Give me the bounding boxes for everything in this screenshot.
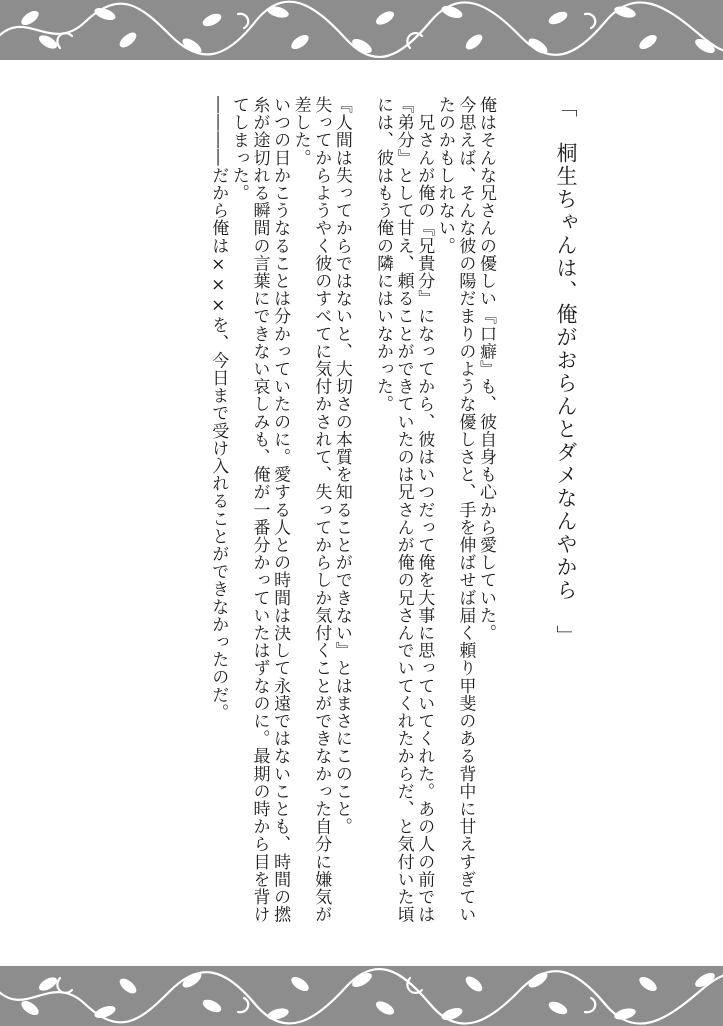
blank-line [352,96,373,926]
paragraph: 失ってからようやく彼のすべてに気付かされて、失ってからしか気付くことができなかった自分に嫌気が差した。 [290,96,332,924]
paragraph: いつの日かこうなることは分かっていたのに。愛する人との時間は決して永遠ではないことも、時間の撚糸が途切れる瞬間の言葉にできない哀しみも、俺が一番分かっていたはずなのに。最期の時から目を背けてしまった。 [228,96,291,924]
paragraph: 兄さんが俺の『兄貴分』になってから、彼はいつだって俺を大事に思っていてくれた。あの人の前では『弟分』として甘え、頼ることができていたのは兄さんが俺の兄さんでいてくれたからだ、と気付いた頃には、彼はもう俺の隣にはいなかった。 [373,96,435,924]
paragraph: ――――だから俺は×××を、今日まで受け入れることができなかったのだ。 [208,96,229,721]
top-ornament-banner [0,0,723,60]
paragraph: 『人間は失ってからではないと、大切さの本質を知ることができない』とはまさにこのこと。 [331,96,352,836]
leaf-vine-ornament-icon [0,0,723,60]
paragraph: 今思えば、そんな彼の陽だまりのような優しさと、手を伸ばせば届く頼り甲斐のある背中に甘えすぎていたのかもしれない。 [434,96,476,924]
leaf-vine-ornament-icon [0,966,723,1026]
paragraph: 俺はそんな兄さんの優しい『口癖』も、彼自身も心から愛していた。 [476,96,496,642]
bottom-ornament-banner [0,966,723,1026]
vertical-text-body [200,96,580,926]
chapter-heading: 「 桐生ちゃんは、俺がおらんとダメなんやから 」 [554,96,578,648]
